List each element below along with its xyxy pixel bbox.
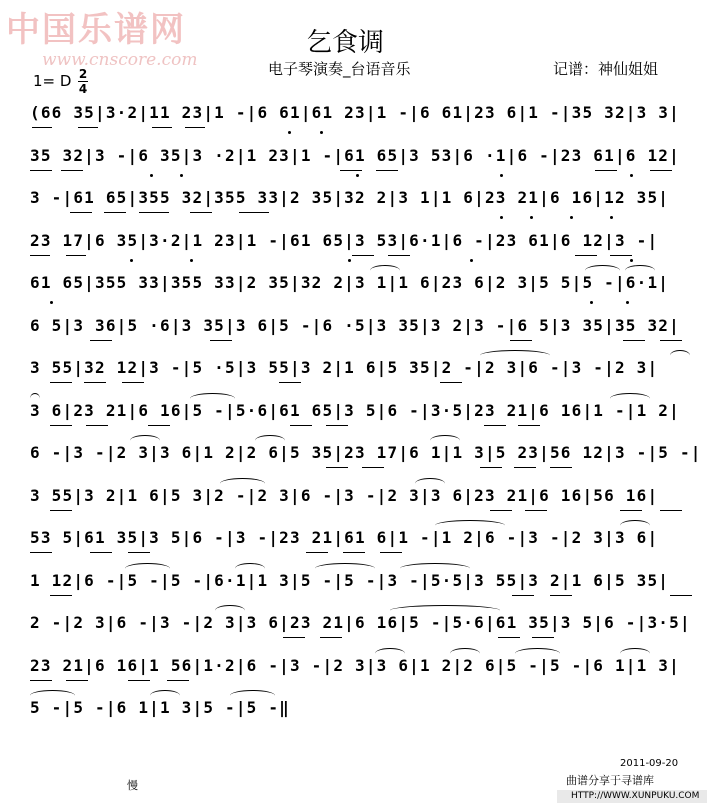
beam-underline [376,170,398,171]
octave-dot [50,301,53,304]
beam-underline [620,510,642,511]
beam-underline [490,510,512,511]
score-line [30,308,690,351]
beam-underline [343,552,365,553]
score-line-text: 2 -|2 3|6 -|3 -|2 3|3 6|23 21|6 16|5 -|5·6|61 35|3 5|6 -|3·5| [30,613,691,632]
slur-mark [220,478,265,489]
octave-dot [180,174,183,177]
score-line-text: 3 55|3 2|1 6|5 3|2 -|2 3|6 -|3 -|2 3|3 6|23 21|6 16|56 16| [30,485,659,505]
watermark-site-name: 中国乐谱网 [6,10,186,50]
page-title: 乞食调 [306,28,385,58]
octave-dot [150,174,153,177]
slur-mark [430,435,460,446]
octave-dot [130,259,133,262]
score-line [30,138,690,181]
beam-underline [30,255,50,256]
beam-underline [86,425,108,426]
beam-underline [595,170,617,171]
octave-dot [288,131,291,134]
beam-underline [283,637,305,638]
octave-dot [530,216,533,219]
score-line-text: 23 17|6 35|3·2|1 23|1 -|61 65|3 53|6·1|6 -|23 61|6 12|3 -| [30,230,659,250]
score-line-text: 5 -|5 -|6 1|1 3|5 -|5 -‖ [30,698,290,717]
slur-mark [130,435,160,446]
octave-dot [570,216,573,219]
slur-mark [235,563,265,574]
beam-underline [320,637,342,638]
octave-dot [356,174,359,177]
slur-mark [450,648,480,659]
watermark [6,2,186,51]
slur-mark [150,690,180,701]
beam-underline [388,255,410,256]
beam-underline [660,340,682,341]
watermark-url: www.cnscore.com [42,50,198,70]
slur-mark [215,605,245,616]
beam-underline [352,255,374,256]
octave-dot [348,259,351,262]
beam-underline [650,170,672,171]
octave-dot [320,131,323,134]
slur-mark [370,265,400,276]
beam-underline [90,552,112,553]
beam-underline [84,382,106,383]
beam-underline [380,552,402,553]
subtitle: 电子琴演奏_台语音乐 [268,60,411,78]
beam-underline [512,595,534,596]
date: 2011-09-20 [620,758,679,769]
score-line [30,563,690,606]
beam-underline [550,467,572,468]
slur-mark [670,350,690,361]
beam-underline [510,340,532,341]
octave-dot [500,174,503,177]
slur-mark [315,563,375,574]
time-signature-top: 2 [78,67,88,81]
slur-mark [585,265,620,276]
score-line-text: 35 32|3 -|6 35|3 ·2|1 23|1 -|61 65|3 53|6 ·1|6 -|23 61|6 12| [30,145,680,165]
beam-underline [610,255,632,256]
score-line [30,605,690,648]
slur-mark [230,690,275,701]
octave-dot [630,259,633,262]
beam-underline [148,425,170,426]
beam-underline [32,127,52,128]
key-signature: 1= D [33,72,72,90]
beam-underline [50,425,72,426]
beam-underline [50,510,72,511]
score-line [30,520,690,563]
slur-mark [620,648,650,659]
beam-underline [66,680,88,681]
octave-dot [190,259,193,262]
score-line [30,180,690,223]
score-line-text: 3 -|61 65|355 32|355 33|2 35|32 2|3 1|1 6|23 21|6 16|12 35| [30,188,670,207]
score-line-text: (66 35|3·2|11 23|1 -|6 61|61 23|1 -|6 61|23 6|1 -|35 32|3 3| [30,103,680,122]
recorder-credit: 记谱：神仙姐姐 [553,60,659,78]
beam-underline [30,552,52,553]
score-line-text: 3 6|23 21|6 16|5 -|5·6|61 65|3 5|6 -|3·5|23 21|6 16|1 -|1 2| [30,400,680,420]
score-line [30,223,690,266]
source-credit: 曲谱分享于寻谱库 [566,774,654,787]
beam-underline [190,212,212,213]
score-line [30,435,702,478]
score-line [30,393,690,436]
beam-underline [484,425,506,426]
beam-underline [50,382,72,383]
octave-dot [610,216,613,219]
beam-underline [239,212,269,213]
score-line [30,478,690,521]
time-signature [78,68,88,95]
beam-underline [480,467,502,468]
beam-underline [139,212,169,213]
score-line [30,690,690,733]
beam-underline [306,552,328,553]
beam-underline [326,467,348,468]
score-line [30,265,690,308]
beam-underline [670,595,692,596]
beam-underline [90,340,112,341]
source-url: HTTP://WWW.XUNPUKU.COM [571,791,700,801]
beam-underline [30,680,52,681]
slur-mark [390,605,500,616]
score-line-text: 61 65|355 33|355 33|2 35|32 2|3 1|1 6|23 6|2 3|5 5|5 -|6·1| [30,273,670,292]
beam-underline [575,255,597,256]
octave-dot [626,301,629,304]
octave-dot [500,216,503,219]
slur-mark [515,648,560,659]
beam-underline [185,127,205,128]
beam-underline [514,467,536,468]
beam-underline [279,382,301,383]
octave-dot [590,301,593,304]
slur-mark [415,478,445,489]
beam-underline [152,127,172,128]
slur-mark [625,265,655,276]
slur-mark [400,563,470,574]
score-line [30,95,690,138]
beam-underline [70,212,92,213]
source-url-bar [557,790,707,803]
beam-underline [623,340,645,341]
beam-underline [362,467,384,468]
score-line-text: 53 5|61 35|3 5|6 -|3 -|23 21|61 6|1 -|1 2|6 -|3 -|2 3|3 6| [30,528,659,547]
slur-mark [30,690,75,701]
slur-mark [255,435,285,446]
slur-mark [610,393,650,404]
score-line-text: 1 12|6 -|5 -|5 -|6·1|1 3|5 -|5 -|3 -|5·5|3 55|3 2|1 6|5 35| [30,570,670,590]
beam-underline [78,127,98,128]
octave-dot [470,259,473,262]
beam-underline [61,170,83,171]
beam-underline [518,425,540,426]
beam-underline [128,552,150,553]
score [30,95,702,733]
beam-underline [66,255,86,256]
beam-underline [167,680,189,681]
beam-underline [532,637,554,638]
slur-mark [480,350,550,361]
octave-dot [630,174,633,177]
beam-underline [326,425,348,426]
beam-underline [128,680,150,681]
score-line-text: 6 5|3 36|5 ·6|3 35|3 6|5 -|6 ·5|3 35|3 2|3 -|6 5|3 35|35 32| [30,315,680,335]
beam-underline [498,637,520,638]
beam-underline [440,382,462,383]
score-line-text: 6 -|3 -|2 3|3 6|1 2|2 6|5 35|23 17|6 1|1 3|5 23|56 12|3 -|5 -| [30,443,702,462]
slur-mark [125,563,170,574]
slur-mark [620,520,650,531]
beam-underline [290,425,312,426]
beam-underline [340,170,362,171]
slur-mark [30,393,40,404]
beam-underline [550,595,572,596]
score-line [30,648,690,691]
beam-underline [50,595,72,596]
score-line [30,350,690,393]
slur-mark [375,648,405,659]
beam-underline [660,510,682,511]
beam-underline [30,170,52,171]
beam-underline [525,510,547,511]
score-line-text: 3 55|32 12|3 -|5 ·5|3 55|3 2|1 6|5 35|2 -|2 3|6 -|3 -|2 3| [30,358,659,377]
tempo-mark: 慢 [127,779,138,792]
beam-underline [104,212,126,213]
time-signature-bottom: 4 [78,82,88,96]
score-line-text: 23 21|6 16|1 56|1·2|6 -|3 -|2 3|3 6|1 2|2 6|5 -|5 -|6 1|1 3| [30,655,680,675]
beam-underline [122,382,144,383]
slur-mark [190,393,235,404]
beam-underline [210,340,232,341]
slur-mark [435,520,505,531]
